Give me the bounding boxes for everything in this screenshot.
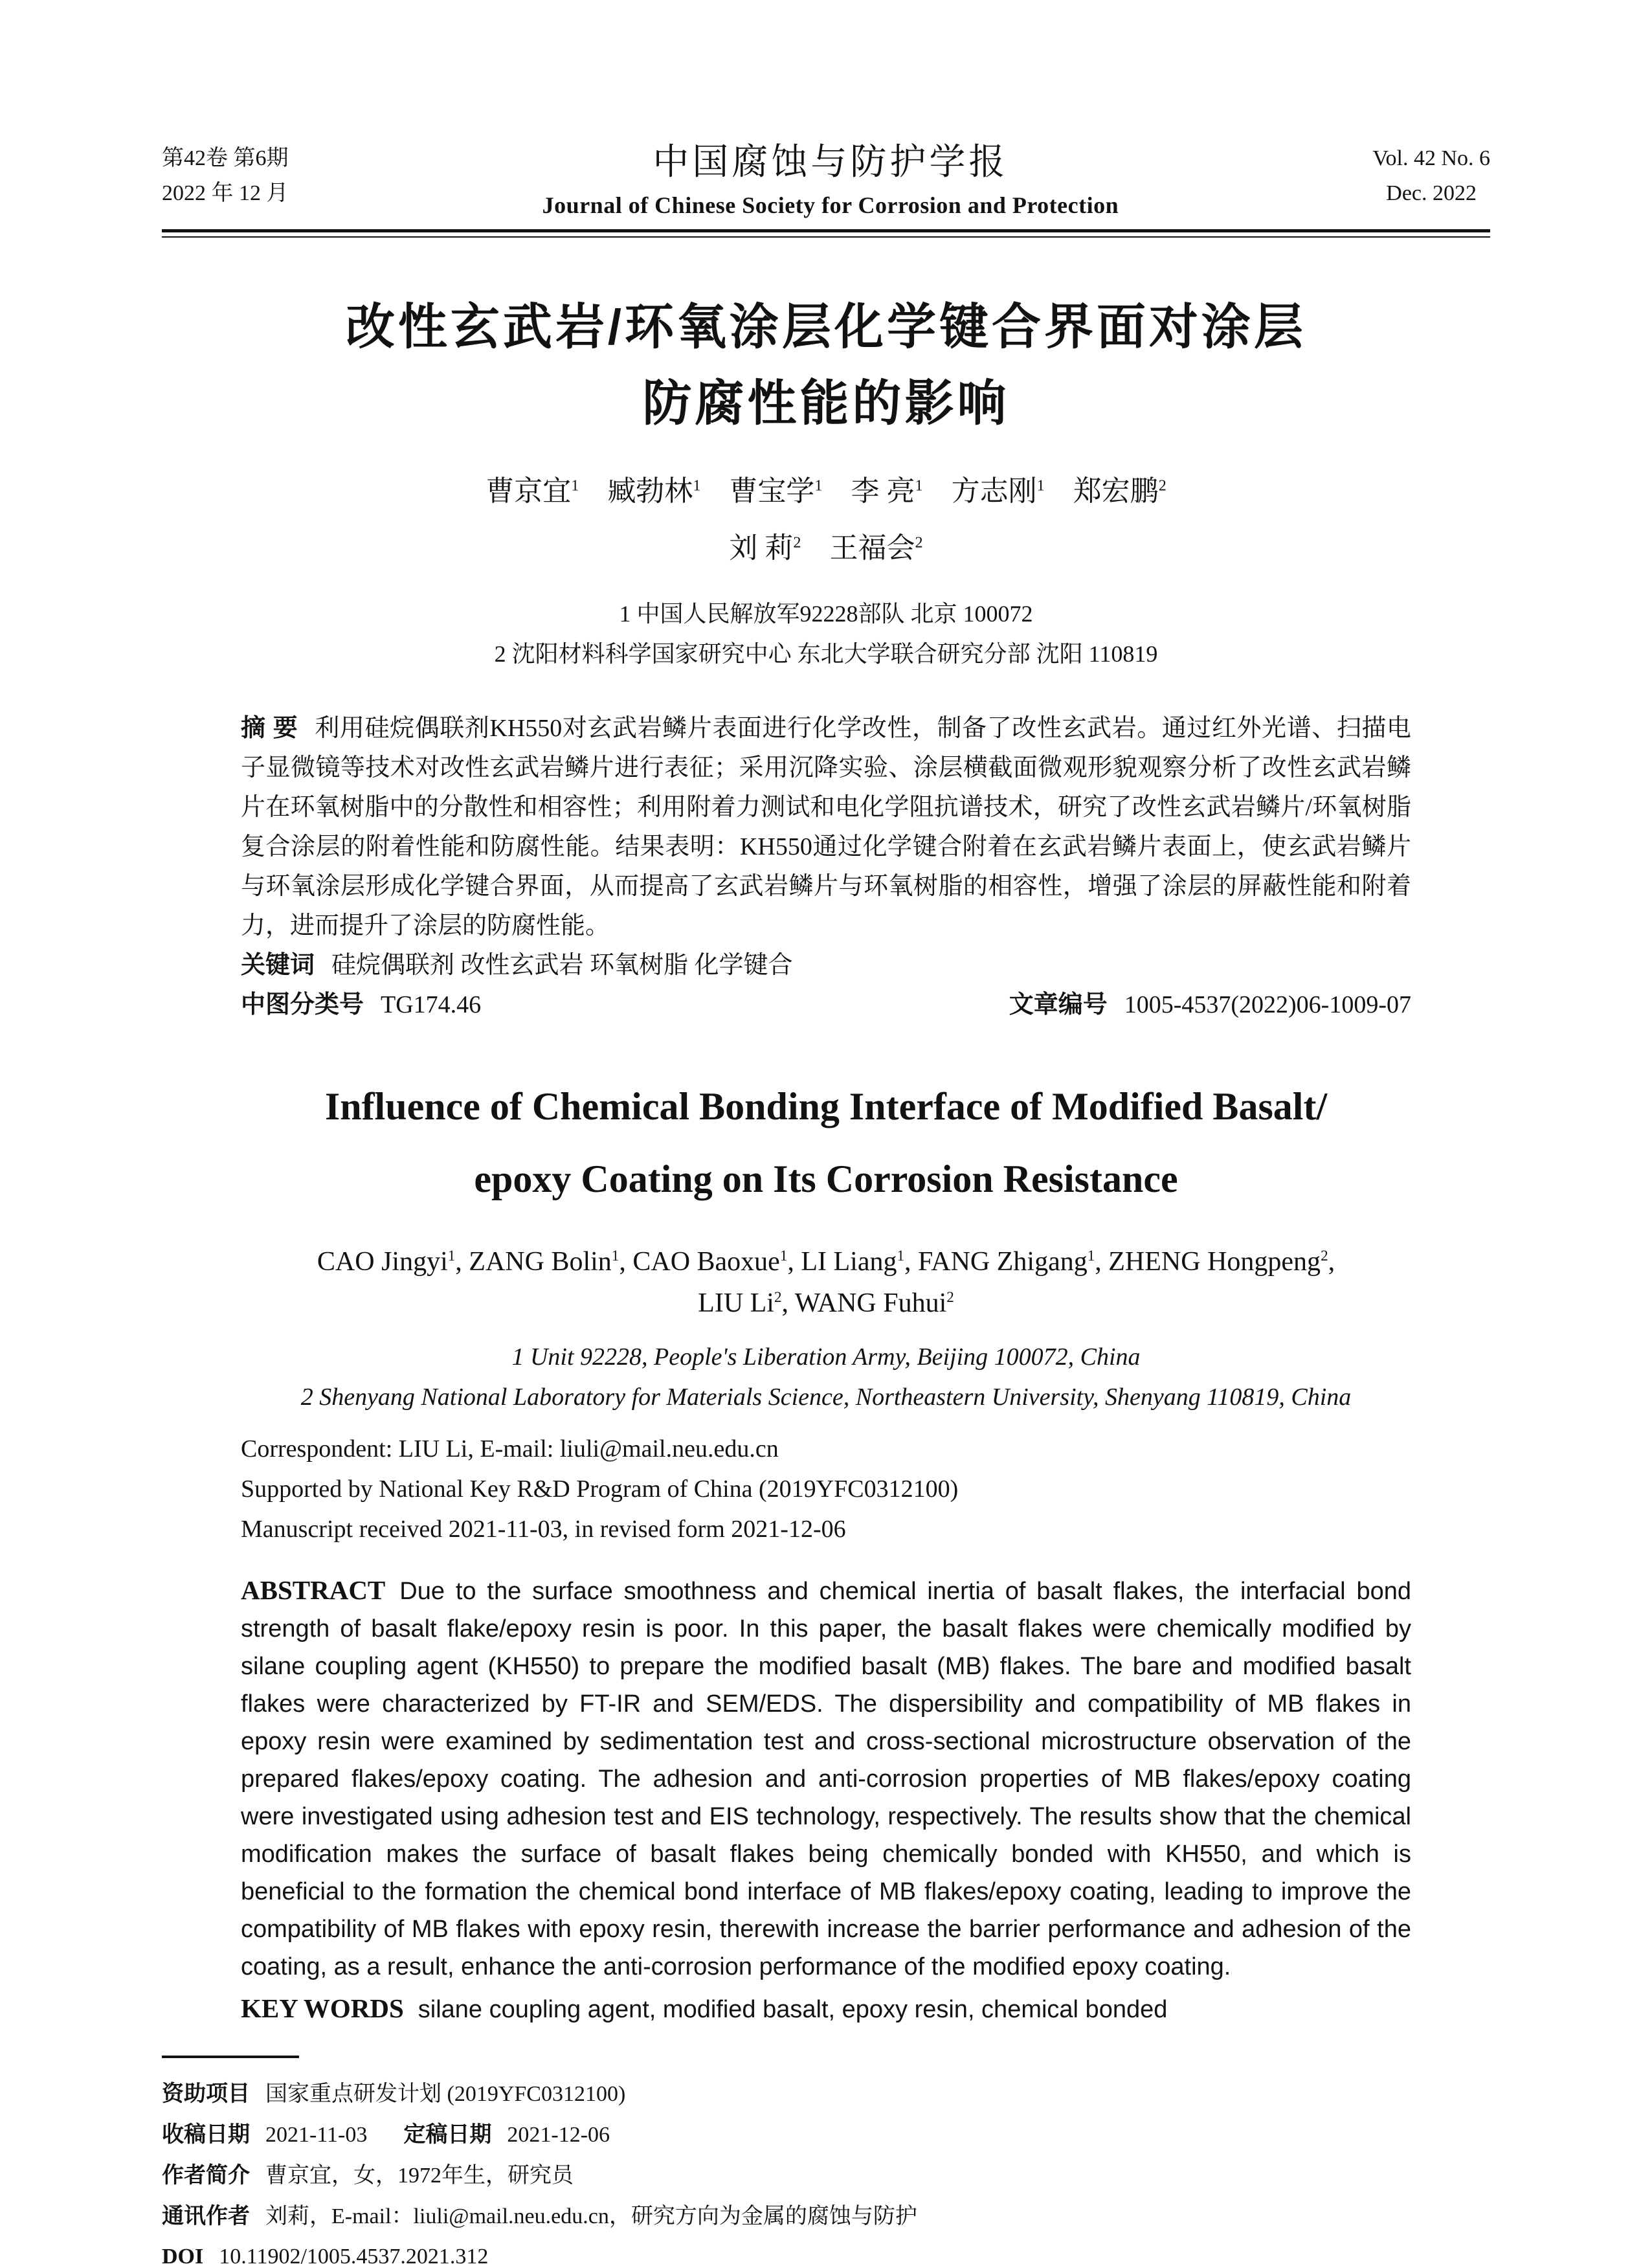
author-cn-name: 曹京宜 [486, 475, 572, 507]
author-affil-sup: 2 [915, 533, 923, 552]
journal-name-en: Journal of Chinese Society for Corrosion and Protection [542, 192, 1119, 218]
author-en-name: LI Liang [801, 1247, 897, 1277]
keywords-cn-text: 硅烷偶联剂 改性玄武岩 环氧树脂 化学键合 [331, 952, 793, 979]
masthead-volume-en: Vol. 42 No. 6 [1372, 146, 1490, 170]
author-separator: , [1095, 1247, 1109, 1277]
article-id-item [1009, 985, 1411, 1025]
author-cn [486, 475, 579, 507]
masthead-issue-en [1372, 141, 1490, 211]
author-en [918, 1247, 1108, 1277]
author-separator: , [619, 1247, 633, 1277]
footnote-bio-label: 作者简介 [162, 2163, 250, 2188]
footnote-correspondent-label: 通讯作者 [162, 2204, 250, 2228]
author-en [698, 1288, 795, 1318]
footnote-doi-label: DOI [162, 2245, 204, 2264]
author-en-name: CAO Baoxue [632, 1247, 780, 1277]
authors-cn [162, 473, 1490, 566]
affiliation-cn-2: 2 沈阳材料科学国家研究中心 东北大学联合研究分部 沈阳 110819 [494, 641, 1158, 667]
affiliation-en-2: 2 Shenyang National Laboratory for Materials Science, Northeastern University, Shenyang 110819, China [300, 1384, 1352, 1411]
authors-cn-row1 [162, 473, 1490, 510]
journal-name-cn: 中国腐蚀与防护学报 [653, 142, 1009, 183]
masthead-volume-cn: 第42卷 第6期 [162, 146, 289, 170]
footnote-fund [162, 2074, 1490, 2114]
footnote-received-value: 2021-11-03 [265, 2123, 368, 2147]
clc-value: TG174.46 [381, 991, 482, 1018]
author-affil-sup: 1 [814, 476, 823, 495]
author-en [317, 1247, 469, 1277]
article-title-cn-line2: 防腐性能的影响 [642, 376, 1010, 431]
affiliation-cn-1: 1 中国人民解放军92228部队 北京 100072 [619, 601, 1033, 627]
author-affil-sup: 1 [1087, 1247, 1095, 1264]
authors-en [162, 1241, 1490, 1324]
footnote-correspondent-value: 刘莉，E-mail：liuli@mail.neu.edu.cn，研究方向为金属的腐蚀与防护 [265, 2204, 917, 2228]
author-affil-sup: 1 [779, 1247, 788, 1264]
author-affil-sup: 2 [774, 1288, 782, 1305]
footnote-received-label: 收稿日期 [162, 2122, 250, 2147]
abstract-cn-label: 摘 要 [241, 715, 298, 742]
author-affil-sup: 2 [1321, 1247, 1328, 1264]
author-cn-name: 刘 莉 [729, 532, 794, 564]
masthead-journal-name [289, 133, 1373, 219]
authors-en-row2 [162, 1283, 1490, 1324]
author-affil-sup: 2 [1158, 476, 1166, 495]
article-title-en-line2: epoxy Coating on Its Corrosion Resistance [474, 1158, 1178, 1200]
classification-row [241, 985, 1411, 1025]
author-en-name: CAO Jingyi [317, 1247, 448, 1277]
author-en-name: FANG Zhigang [918, 1247, 1088, 1277]
masthead [162, 133, 1490, 219]
abstract-en-label: ABSTRACT [241, 1575, 386, 1605]
author-cn [830, 532, 923, 564]
abstract-cn-text: 利用硅烷偶联剂KH550对玄武岩鳞片表面进行化学改性，制备了改性玄武岩。通过红外光谱、扫描电子显微镜等技术对改性玄武岩鳞片进行表征；采用沉降实验、涂层横截面微观形貌观察分析了改性玄武岩鳞片在环氧树脂中的分散性和相容性；利用附着力测试和电化学阻抗谱技术，研究了改性玄武岩鳞片/环氧树脂复合涂层的附着性能和防腐性能。结果表明：KH550通过化学键合附着在玄武岩鳞片表面上，使玄武岩鳞片与环氧涂层形成化学键合界面，从而提高了玄武岩鳞片与环氧树脂的相容性，增强了涂层的屏蔽性能和附着力，进而提升了涂层的防腐性能。 [241, 715, 1412, 939]
author-affil-sup: 1 [571, 476, 579, 495]
author-affil-sup: 1 [897, 1247, 905, 1264]
author-affil-sup: 1 [693, 476, 701, 495]
author-en [469, 1247, 632, 1277]
masthead-date-cn: 2022 年 12 月 [162, 181, 289, 205]
article-title-en [162, 1070, 1490, 1215]
author-affil-sup: 1 [1036, 476, 1045, 495]
article-title-cn [162, 289, 1490, 442]
author-affil-sup: 2 [793, 533, 801, 552]
footnote-finalized-label: 定稿日期 [403, 2122, 492, 2147]
author-en-name: ZANG Bolin [469, 1247, 612, 1277]
article-title-cn-line1: 改性玄武岩/环氧涂层化学键合界面对涂层 [345, 300, 1307, 355]
footnote-rule [162, 2056, 299, 2058]
keywords-en-text: silane coupling agent, modified basalt, epoxy resin, chemical bonded [418, 1996, 1168, 2023]
author-affil-sup: 1 [611, 1247, 620, 1264]
article-notes [241, 1429, 1411, 1549]
author-cn [729, 475, 822, 507]
footnote-doi [162, 2237, 1490, 2264]
affiliations-cn [162, 594, 1490, 674]
author-cn-name: 方志刚 [951, 475, 1037, 507]
footnote-bio [162, 2155, 1490, 2196]
abstract-cn [241, 709, 1411, 946]
abstract-en [241, 1571, 1411, 1986]
author-separator: , [781, 1288, 795, 1318]
article-title-en-line1: Influence of Chemical Bonding Interface of Modified Basalt/ [324, 1085, 1328, 1128]
authors-cn-row2 [162, 530, 1490, 566]
author-affil-sup: 1 [915, 476, 923, 495]
masthead-issue-cn [162, 141, 289, 211]
author-cn [607, 475, 700, 507]
author-en-name: LIU Li [698, 1288, 774, 1318]
affiliation-en-1: 1 Unit 92228, People's Liberation Army, Beijing 100072, China [511, 1343, 1141, 1371]
author-cn [851, 475, 923, 507]
author-cn [1073, 475, 1166, 507]
author-en [1108, 1247, 1335, 1277]
author-en [801, 1247, 918, 1277]
author-en [795, 1288, 954, 1318]
masthead-date-en: Dec. 2022 [1386, 181, 1477, 205]
author-separator: , [455, 1247, 469, 1277]
author-cn [729, 532, 801, 564]
affiliations-en [162, 1337, 1490, 1417]
authors-en-row1 [162, 1241, 1490, 1283]
author-affil-sup: 1 [447, 1247, 456, 1264]
author-cn-name: 臧勃林 [607, 475, 693, 507]
clc-label: 中图分类号 [241, 991, 364, 1018]
keywords-en [241, 1989, 1411, 2028]
abstract-en-text: Due to the surface smoothness and chemical inertia of basalt flakes, the interfacial bond strength of basalt flake/epoxy resin is poor. In this paper, the basalt flakes were chemically modified by silane coupling agent (KH550) to prepare the modified basalt (MB) flakes. The bare and modified basalt flakes were characterized by FT-IR and SEM/EDS. The dispersibility and compatibility of MB flakes in epoxy resin were examined by sedimentation test and cross-sectional microstructure observation of the prepared flakes/epoxy coating. The adhesion and anti-corrosion properties of MB flakes/epoxy coating were investigated using adhesion test and EIS technology, respectively. The results show that the chemical modification makes the surface of basalt flakes being chemically bonded with KH550, and which is beneficial to the formation the chemical bond interface of MB flakes/epoxy coating, leading to improve the compatibility of MB flakes with epoxy resin, therewith increase the barrier performance and adhesion of the coating, as a result, enhance the anti-corrosion performance of the modified epoxy coating. [241, 1578, 1411, 1980]
footnote-area [162, 2056, 1490, 2264]
author-cn-name: 李 亮 [851, 475, 915, 507]
footnote-fund-value: 国家重点研发计划 (2019YFC0312100) [265, 2082, 626, 2106]
author-separator: , [904, 1247, 919, 1277]
keywords-cn [241, 946, 1411, 985]
masthead-double-rule [162, 229, 1490, 238]
footnote-doi-value: 10.11902/1005.4537.2021.312 [219, 2245, 489, 2264]
article-id-value: 1005-4537(2022)06-1009-07 [1124, 991, 1411, 1018]
keywords-en-label: KEY WORDS [241, 1993, 404, 2023]
clc-item [241, 985, 481, 1025]
author-separator: , [1328, 1247, 1335, 1277]
footnote-dates [162, 2114, 1490, 2155]
author-en-name: ZHENG Hongpeng [1108, 1247, 1321, 1277]
footnote-finalized-value: 2021-12-06 [507, 2123, 610, 2147]
footnote-correspondent [162, 2196, 1490, 2237]
author-cn [952, 475, 1045, 507]
manuscript-note: Manuscript received 2021-11-03, in revised form 2021-12-06 [241, 1516, 846, 1543]
correspondent-note: Correspondent: LIU Li, E-mail: liuli@mail.neu.edu.cn [241, 1435, 779, 1463]
author-affil-sup: 2 [946, 1288, 954, 1305]
article-id-label: 文章编号 [1009, 991, 1108, 1018]
support-note: Supported by National Key R&D Program of China (2019YFC0312100) [241, 1475, 959, 1503]
keywords-cn-label: 关键词 [241, 952, 315, 979]
author-cn-name: 王福会 [829, 532, 915, 564]
author-en [632, 1247, 801, 1277]
author-cn-name: 郑宏鹏 [1073, 475, 1159, 507]
author-separator: , [787, 1247, 801, 1277]
author-en-name: WANG Fuhui [794, 1288, 947, 1318]
author-cn-name: 曹宝学 [729, 475, 815, 507]
footnote-fund-label: 资助项目 [162, 2081, 250, 2106]
footnote-bio-value: 曹京宜，女，1972年生，研究员 [265, 2164, 574, 2188]
chinese-abstract-block [241, 709, 1411, 1025]
